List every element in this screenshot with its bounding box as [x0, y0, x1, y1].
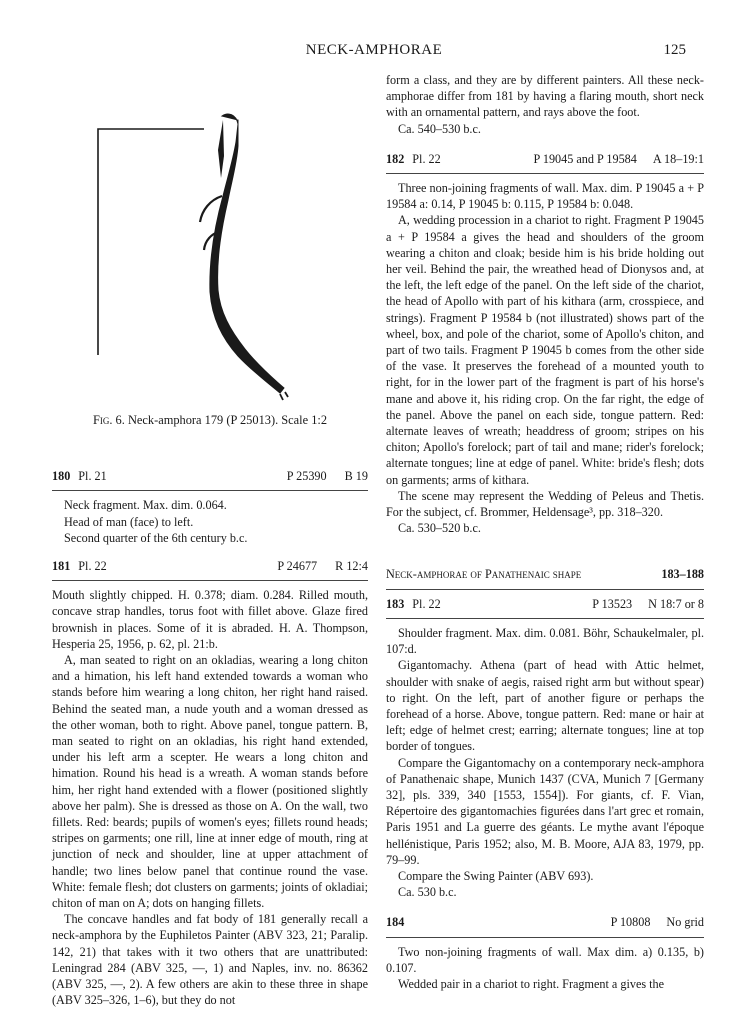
entry-181-para-2: A, man seated to right on an okladias, wearing a long chiton and a himation, his left hand extended towards a woman who stands before him wearing a long chiton, her right hand raised. Behind the seated man, a nude youth and a woman dressed as the other woman, both to right. Above panel, tongue pattern. B, man seated to right on an okladias, his right hand extended, under his left arm a scepter. He wears a long chiton and himation. Round his head is a wreath. A woman stands before him, her right hand extended with a flower (positioned slightly above her palm). She is dressed as those on A. On the wall, two fillets. Red: beards; pupils of women's eyes; fillets round heads; stripes on garments; one rill, line at inner edge of mouth, ring at junction of neck and shoulder, line at upper attachment of handle; two lines below panel that continue round the vase. White: female flesh; dot clusters on garments; joints of okladiai; chiton of man on A; dots on hanging fillets.	[52, 653, 368, 911]
running-head: NECK-AMPHORAE	[305, 42, 443, 58]
entry-183-para-1: Shoulder fragment. Max. dim. 0.081. Böhr, Schaukelmaler, pl. 107:d.	[386, 625, 704, 657]
plate-ref: Pl. 22	[78, 559, 107, 574]
entry-183-para-2: Gigantomachy. Athena (part of head with Attic helmet, shoulder with snake of aegis, raised right arm but without spear) to right. On the left, part of another figure or perhaps the forehead of a horse. Above, tongue pattern. Red: mane or hair at left; edge of helmet crest; earring; alternate tongues; line at top border of tongues.	[386, 658, 704, 754]
page-number: 125	[663, 42, 686, 58]
entry-181-para-1: Mouth slightly chipped. H. 0.378; diam. 0.284. Rilled mouth, concave strap handles, torus foot with fillet above. Glaze fired brownish in places. Some of it is abraded. H. A. Thompson, Hesperia 25, 1956, p. 62, pl. 21:b.	[52, 588, 368, 651]
entry-180-line-1: Neck fragment. Max. dim. 0.064.	[64, 498, 227, 513]
entry-182-header	[386, 151, 704, 167]
entry-182-para-1: Three non-joining fragments of wall. Max. dim. P 19045 a + P 19584 a: 0.14, P 19045 b: 0.115, P 19584 b: 0.048.	[386, 181, 704, 212]
entry-rule	[52, 580, 368, 581]
inventory-number: P 25390	[286, 469, 327, 484]
entry-182-para-3: The scene may represent the Wedding of Peleus and Thetis. For the subject, cf. Brommer, Heldensage³, pp. 318–320.	[386, 488, 704, 520]
amphora-profile-drawing	[52, 60, 368, 412]
entry-rule	[52, 490, 368, 491]
date-line: Ca. 530–520 b.c.	[398, 521, 481, 536]
entry-180-line-2: Head of man (face) to left.	[64, 514, 194, 529]
plate-ref: Pl. 22	[412, 151, 441, 166]
entry-number: 181	[52, 559, 71, 574]
grid-ref: No grid	[666, 915, 704, 930]
entry-180-line-3: Second quarter of the 6th century b.c.	[64, 530, 248, 545]
section-title: Neck-amphorae of Panathenaic shape	[386, 567, 582, 582]
inventory-number: P 10808	[610, 915, 651, 930]
grid-ref: B 19	[344, 469, 368, 484]
entry-rule	[386, 937, 704, 938]
continuation-text: form a class, and they are by different painters. All these neck-amphorae differ from 181 by having a flaring mouth, short neck with an ornamental pattern, and rays above the foot.	[386, 73, 704, 120]
inventory-number: P 19045 and P 19584	[533, 151, 637, 166]
entry-184-para-1: Two non-joining fragments of wall. Max dim. a) 0.135, b) 0.107.	[386, 944, 704, 975]
grid-ref: R 12:4	[335, 559, 368, 574]
entry-181-header	[52, 558, 368, 574]
section-heading	[386, 566, 704, 582]
entry-184-para-2: Wedded pair in a chariot to right. Fragment a gives the	[398, 976, 665, 991]
date-line: Ca. 540–530 b.c.	[398, 121, 481, 136]
section-rule	[386, 589, 704, 590]
entry-184-header	[386, 914, 704, 930]
entry-rule	[386, 173, 704, 174]
entry-182-para-2: A, wedding procession in a chariot to right. Fragment P 19045 a + P 19584 a gives the head and shoulders of the groom wearing a chiton and cloak; beside him is his bride holding out her veil. Behind the pair, the wreathed head of Dionysos and, at the left, the left edge of the panel. On the left side of the chariot, the head of Apollo with part of his kithara (arm, crosspiece, and strings). Fragment P 19584 b (not illustrated) shows part of the wheel, box, and pole of the chariot, some of Apollo's chiton, and part of two tails. Fragment P 19045 b comes from the other side of the vase. It preserves the forehead of a mounted youth to right, for in the lower part of the fragment is part of his horse's mane and above it, his riding crop. On the far right, the edge of the panel. Above the panel on each side, tongue pattern. Red: alternate leaves of wreath; headdress of groom; stripes on his chiton; Apollo's forelock; part of tail and mane; rider's forelock; alternate tongues; line at edge of panel. White: bride's flesh; dots on garments; arms of kithara.	[386, 213, 704, 487]
figure-caption-text: Neck-amphora 179 (P 25013). Scale 1:2	[127, 413, 328, 427]
date-line: Ca. 530 b.c.	[398, 885, 457, 900]
grid-ref: A 18–19:1	[652, 151, 704, 166]
grid-ref: N 18:7 or 8	[648, 596, 704, 611]
entry-183-para-4: Compare the Swing Painter (ABV 693).	[398, 868, 594, 883]
figure-label: Fig. 6.	[92, 413, 125, 427]
entry-rule	[386, 618, 704, 619]
inventory-number: P 24677	[277, 559, 318, 574]
entry-183-header	[386, 596, 704, 612]
figure-6	[52, 60, 368, 412]
right-column	[386, 72, 704, 992]
section-range: 183–188	[661, 567, 704, 582]
entry-number: 184	[386, 915, 405, 930]
entry-number: 180	[52, 469, 71, 484]
inventory-number: P 13523	[592, 596, 633, 611]
entry-183-para-3: Compare the Gigantomachy on a contemporary neck-amphora of Panathenaic shape, Munich 1437 (CVA, Munich 7 [Germany 32], pls. 339, 340 [1553, 1554]). For giants, cf. F. Vian, Répertoire des gigantomachies figurées dans l'art grec et romain, Paris 1951 and La guerre des géants. Le mythe avant l'époque hellénistique, Paris 1952; also, M. B. Moore, AJA 83, 1979, pp. 79–99.	[386, 755, 704, 867]
figure-caption	[52, 412, 368, 428]
entry-181-para-3: The concave handles and fat body of 181 generally recall a neck-amphora by the Euphiletos Painter (ABV 323, 21; Paralip. 142, 21) that takes with it two others that are unattributed: Leningrad 284 (ABV 325, —, 1) and Naples, inv. no. 86362 (ABV 325, —, 2). A few others are akin to these three in shape (ABV 325–326, 1–6), but they do not	[52, 912, 368, 1008]
entry-180-header	[52, 468, 368, 484]
left-column	[52, 60, 368, 1009]
plate-ref: Pl. 22	[412, 596, 441, 611]
entry-number: 182	[386, 151, 405, 166]
plate-ref: Pl. 21	[78, 469, 107, 484]
entry-number: 183	[386, 596, 405, 611]
